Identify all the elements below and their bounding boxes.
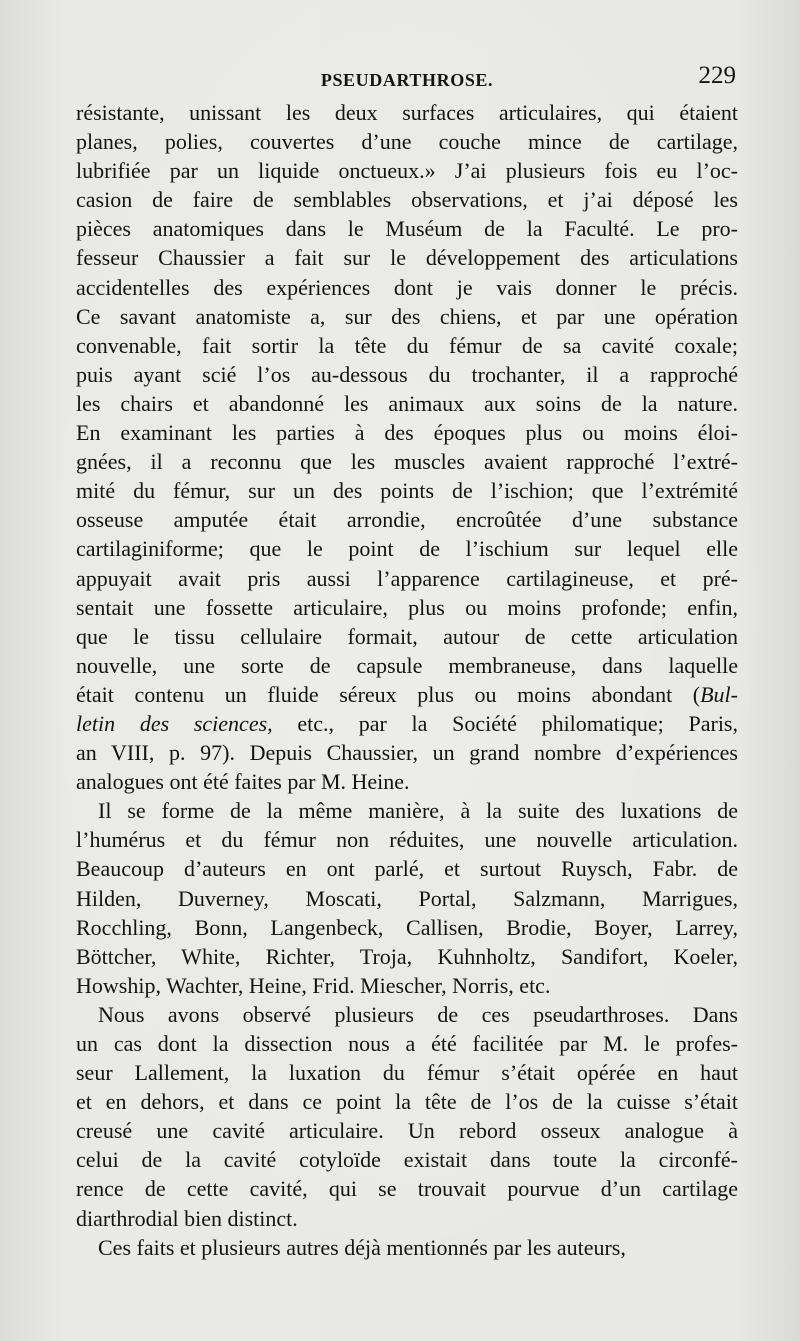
text-line: était contenu un fluide séreux plus ou moins abondant (Bul- <box>76 681 738 707</box>
text-line: osseuse amputée était arrondie, encroûtée d’une substance <box>76 507 738 533</box>
text-line: nouvelle, une sorte de capsule membraneuse, dans laquelle <box>76 652 738 678</box>
text-line: gnées, il a reconnu que les muscles avaient rapproché l’extré- <box>76 449 738 475</box>
text-line: Ces faits et plusieurs autres déjà mentionnés par les auteurs, <box>98 1234 626 1260</box>
text-line: cartilaginiforme; que le point de l’ischium sur lequel elle <box>76 536 738 562</box>
text-line: Howship, Wachter, Heine, Frid. Miescher, Norris, etc. <box>76 972 551 998</box>
text-line: Il se forme de la même manière, à la suite des luxations de <box>98 798 738 824</box>
text-line: seur Lallement, la luxation du fémur s’était opérée en haut <box>76 1060 738 1086</box>
text-line: Hilden, Duverney, Moscati, Portal, Salzmann, Marrigues, <box>76 885 738 911</box>
page-header <box>76 62 738 96</box>
text-line: Ce savant anatomiste a, sur des chiens, et par une opération <box>76 303 738 329</box>
paragraph <box>76 796 738 1000</box>
text-line: appuyait avait pris aussi l’apparence cartilagineuse, et pré- <box>76 565 738 591</box>
text-line: diarthrodial bien distinct. <box>76 1205 298 1231</box>
text-line: l’humérus et du fémur non réduites, une nouvelle articulation. <box>76 827 738 853</box>
text-line: letin des sciences, etc., par la Société philomatique; Paris, <box>76 710 738 736</box>
text-line: accidentelles des expériences dont je vais donner le précis. <box>76 274 738 300</box>
text-line: creusé une cavité articulaire. Un rebord osseux analogue à <box>76 1118 738 1144</box>
text-line: résistante, unissant les deux surfaces articulaires, qui étaient <box>76 100 738 125</box>
text-line: lubrifiée par un liquide onctueux.» J’ai plusieurs fois eu l’oc- <box>76 158 738 184</box>
text-line: En examinant les parties à des époques plus ou moins éloi- <box>76 420 738 446</box>
text-line: analogues ont été faites par M. Heine. <box>76 769 410 795</box>
text-line: pièces anatomiques dans le Muséum de la Faculté. Le pro- <box>76 216 738 242</box>
running-head: PSEUDARTHROSE. <box>320 70 494 90</box>
text-line: celui de la cavité cotyloïde existait dans toute la circonfé- <box>76 1147 738 1173</box>
text-line: Rocchling, Bonn, Langenbeck, Callisen, Brodie, Boyer, Larrey, <box>76 914 738 940</box>
text-line: les chairs et abandonné les animaux aux soins de la nature. <box>76 390 738 416</box>
page-number: 229 <box>698 62 736 89</box>
paragraph <box>76 1233 738 1262</box>
text-line: mité du fémur, sur un des points de l’ischion; que l’extrémité <box>76 478 738 504</box>
text-line: que le tissu cellulaire formait, autour de cette articulation <box>76 623 738 649</box>
text-line: an VIII, p. 97). Depuis Chaussier, un grand nombre d’expériences <box>76 740 738 766</box>
text-line: Nous avons observé plusieurs de ces pseudarthroses. Dans <box>98 1001 738 1027</box>
text-line: rence de cette cavité, qui se trouvait pourvue d’un cartilage <box>76 1176 738 1202</box>
text-line: puis ayant scié l’os au-dessous du trochanter, il a rapproché <box>76 361 738 387</box>
text-line: Böttcher, White, Richter, Troja, Kuhnholtz, Sandifort, Koeler, <box>76 943 738 969</box>
text-line: planes, polies, couvertes d’une couche mince de cartilage, <box>76 129 738 155</box>
paragraph <box>76 1000 738 1233</box>
text-line: casion de faire de semblables observations, et j’ai déposé les <box>76 187 738 213</box>
text-line: fesseur Chaussier a fait sur le développement des articulations <box>76 245 738 271</box>
text-line: un cas dont la dissection nous a été facilitée par M. le profes- <box>76 1031 738 1056</box>
body-text <box>76 98 738 1262</box>
paragraph <box>76 98 738 796</box>
text-line: sentait une fossette articulaire, plus ou moins profonde; enfin, <box>76 594 738 620</box>
text-line: et en dehors, et dans ce point la tête de l’os de la cuisse s’était <box>76 1089 738 1115</box>
text-line: convenable, fait sortir la tête du fémur de sa cavité coxale; <box>76 332 738 358</box>
text-line: Beaucoup d’auteurs en ont parlé, et surtout Ruysch, Fabr. de <box>76 856 738 882</box>
